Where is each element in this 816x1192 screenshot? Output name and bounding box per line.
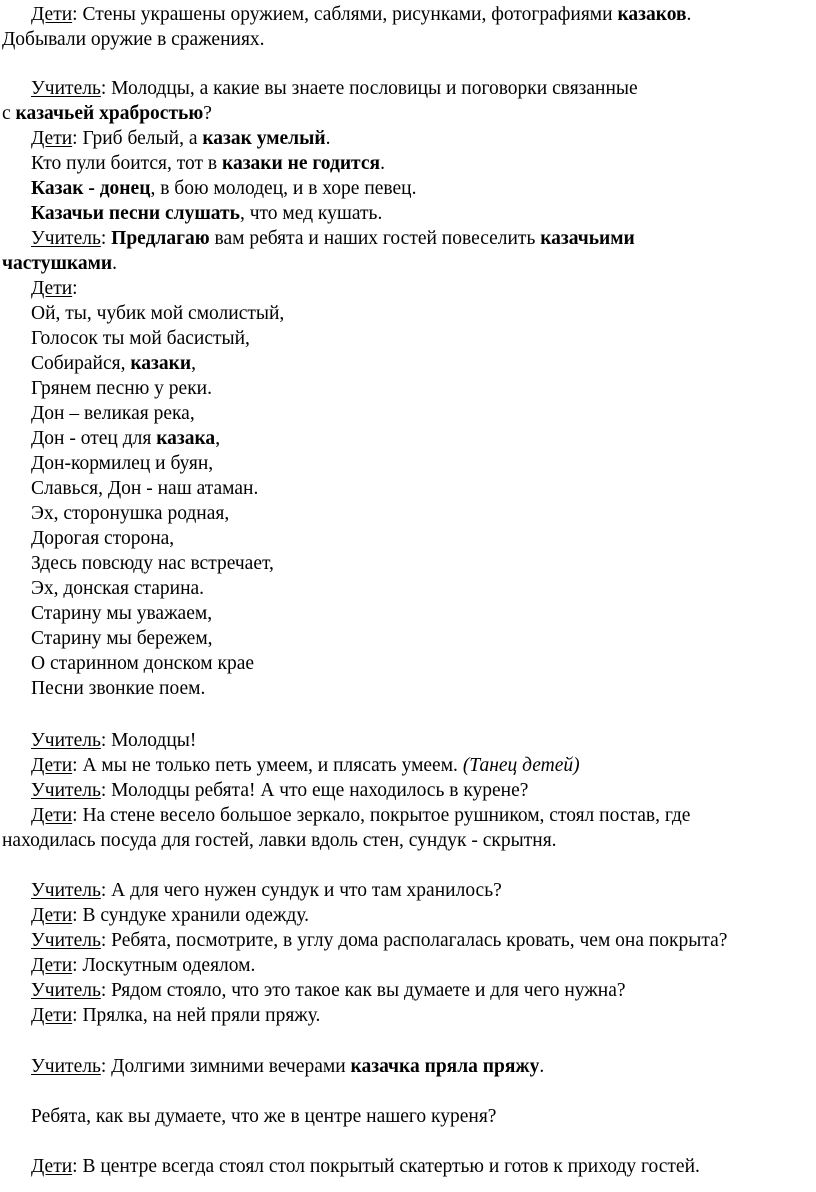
bold-text: Казачьи песни слушать xyxy=(31,203,240,224)
text-line xyxy=(31,754,580,778)
bold-text: Казак - донец xyxy=(31,178,151,199)
line-text: : xyxy=(100,228,112,249)
speaker-label: Учитель xyxy=(31,730,101,751)
bold-text: казак умелый xyxy=(202,128,326,149)
line-text: Ой, ты, чубик мой смолистый, xyxy=(31,303,285,324)
line-text: : Ребята, посмотрите, в углу дома располагалась кровать, чем она покрыта? xyxy=(100,930,728,951)
line-text: Старину мы бережем, xyxy=(31,628,213,649)
bold-text: казака xyxy=(156,428,216,449)
poem-line xyxy=(31,627,213,651)
line-text: : А для чего нужен сундук и что там хранилось? xyxy=(100,880,502,901)
text-line xyxy=(31,127,330,151)
line-text: Ребята, как вы думаете, что же в центре нашего куреня? xyxy=(31,1106,497,1127)
line-text: , xyxy=(191,353,196,374)
poem-line xyxy=(31,477,258,501)
speaker-label: Учитель xyxy=(31,930,101,951)
line-text: О старинном донском крае xyxy=(31,653,255,674)
line-text: Дорогая сторона, xyxy=(31,528,175,549)
line-text: Добывали оружие в сражениях. xyxy=(2,29,265,50)
poem-line xyxy=(31,302,284,326)
line-text: . xyxy=(380,153,385,174)
line-text: вам ребята и наших гостей повеселить xyxy=(209,228,541,249)
text-line xyxy=(31,879,502,903)
line-text: : Гриб белый, а xyxy=(72,128,203,149)
text-line xyxy=(31,3,691,27)
line-text: Здесь повсюду нас встречает, xyxy=(31,553,274,574)
bold-text: казачьей храбростью xyxy=(15,103,204,124)
line-text: : В центре всегда стоял стол покрытый скатертью и готов к приходу гостей. xyxy=(72,1156,700,1177)
poem-line xyxy=(31,677,205,701)
text-line xyxy=(31,202,382,226)
line-text: : Прялка, на ней пряли пряжу. xyxy=(72,1005,321,1026)
speaker-label: Дети xyxy=(31,1156,73,1177)
poem-line xyxy=(31,652,254,676)
bold-text: казаков xyxy=(617,4,687,25)
poem-line xyxy=(31,452,213,476)
text-line xyxy=(31,904,309,928)
line-text: : А мы не только петь умеем, и плясать умеем. xyxy=(72,755,463,776)
line-text: Грянем песню у реки. xyxy=(31,378,212,399)
bold-text: казачка пряла пряжу xyxy=(350,1056,540,1077)
line-text: : Молодцы ребята! А что еще находилось в курене? xyxy=(100,780,529,801)
line-text: Эх, донская старина. xyxy=(31,578,205,599)
text-line xyxy=(31,1155,700,1179)
line-text: Собирайся, xyxy=(31,353,131,374)
line-text: , в бою молодец, и в хоре певец. xyxy=(150,178,417,199)
line-text: ? xyxy=(203,103,212,124)
text-line xyxy=(31,779,528,803)
line-text: с xyxy=(2,103,16,124)
bold-text: частушками xyxy=(2,253,113,274)
speaker-label: Дети xyxy=(31,805,73,826)
poem-line xyxy=(31,427,220,451)
line-text: Старину мы уважаем, xyxy=(31,603,213,624)
line-text: . xyxy=(112,253,118,274)
text-line xyxy=(31,1004,320,1028)
speaker-label: Дети xyxy=(31,278,73,299)
speaker-label: Учитель xyxy=(31,880,101,901)
poem-line xyxy=(31,527,174,551)
line-text: : Рядом стояло, что это такое как вы думаете и для чего нужна? xyxy=(100,980,626,1001)
speaker-label: Учитель xyxy=(31,780,101,801)
line-text: : В сундуке хранили одежду. xyxy=(72,905,310,926)
text-line xyxy=(31,954,255,978)
speaker-label: Дети xyxy=(31,4,73,25)
poem-line xyxy=(31,377,212,401)
text-line xyxy=(2,28,265,52)
line-text: Песни звонкие поем. xyxy=(31,678,206,699)
text-line xyxy=(2,252,117,276)
poem-line xyxy=(31,602,212,626)
speaker-label: Учитель xyxy=(31,228,101,249)
line-text: : Лоскутным одеялом. xyxy=(72,955,256,976)
bold-text: казаки xyxy=(130,353,192,374)
text-line xyxy=(31,77,638,101)
line-text: : xyxy=(72,278,78,299)
poem-line xyxy=(31,327,250,351)
line-text: Дон – великая река, xyxy=(31,403,195,424)
poem-line xyxy=(31,502,229,526)
text-line xyxy=(31,929,727,953)
line-text: Славься, Дон - наш атаман. xyxy=(31,478,259,499)
speaker-label: Дети xyxy=(31,905,73,926)
text-line xyxy=(31,729,196,753)
text-line xyxy=(31,1105,496,1129)
line-text: : Молодцы! xyxy=(100,730,197,751)
line-text: находилась посуда для гостей, лавки вдоль стен, сундук - скрытня. xyxy=(2,830,557,851)
line-text: Голосок ты мой басистый, xyxy=(31,328,250,349)
line-text: Эх, сторонушка родная, xyxy=(31,503,230,524)
bold-text: казаки не годится xyxy=(222,153,381,174)
speaker-label: Дети xyxy=(31,755,73,776)
line-text: : Долгими зимними вечерами xyxy=(100,1056,351,1077)
speaker-label: Учитель xyxy=(31,980,101,1001)
speaker-label: Дети xyxy=(31,128,73,149)
text-line xyxy=(31,177,416,201)
poem-line xyxy=(31,352,196,376)
line-text: . xyxy=(539,1056,545,1077)
poem-line xyxy=(31,402,195,426)
line-text: . xyxy=(325,128,331,149)
speaker-label: Учитель xyxy=(31,78,101,99)
line-text: , что мед кушать. xyxy=(239,203,383,224)
line-text: : Стены украшены оружием, саблями, рисунками, фотографиями xyxy=(72,4,618,25)
text-line xyxy=(31,979,626,1003)
speaker-label: Дети xyxy=(31,1005,73,1026)
text-line xyxy=(31,152,385,176)
line-text: : Молодцы, а какие вы знаете пословицы и поговорки связанные xyxy=(100,78,638,99)
text-line xyxy=(31,804,690,828)
line-text: Дон-кормилец и буян, xyxy=(31,453,214,474)
bold-text: казачьими xyxy=(540,228,635,249)
line-text: . xyxy=(686,4,692,25)
line-text: : На стене весело большое зеркало, покрытое рушником, стоял постав, где xyxy=(72,805,691,826)
poem-line xyxy=(31,552,274,576)
poem-line xyxy=(31,577,204,601)
text-line xyxy=(31,1055,544,1079)
line-text: Кто пули боится, тот в xyxy=(31,153,223,174)
text-line xyxy=(31,277,78,301)
text-line xyxy=(2,102,212,126)
text-line xyxy=(31,227,635,251)
speaker-label: Дети xyxy=(31,955,73,976)
text-line xyxy=(2,829,557,853)
line-text: , xyxy=(215,428,221,449)
italic-text: (Танец детей) xyxy=(462,755,580,776)
bold-text: Предлагаю xyxy=(111,228,210,249)
speaker-label: Учитель xyxy=(31,1056,101,1077)
line-text: Дон - отец для xyxy=(31,428,157,449)
